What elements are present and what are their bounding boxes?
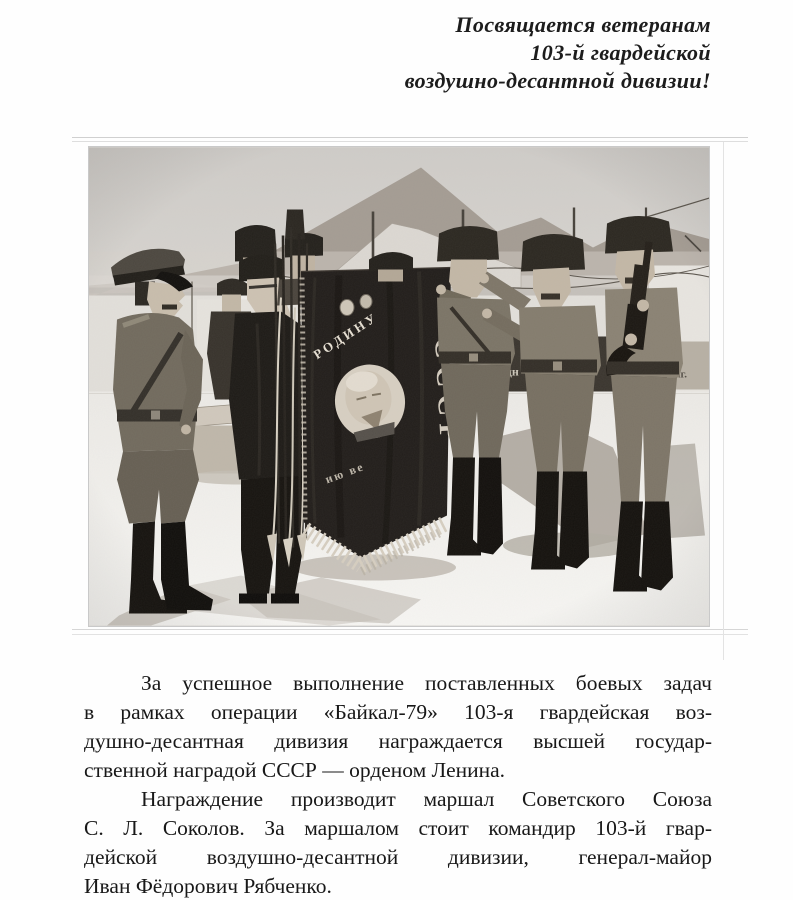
article-text: [84, 669, 712, 900]
scan-rule-bottom-2: [72, 634, 748, 635]
scan-rule-top-1: [72, 137, 748, 138]
paragraph: [84, 785, 712, 900]
vignette: [89, 148, 709, 626]
dedication-line: Посвящается ветеранам: [455, 12, 711, 37]
paragraph-line: душно-десантная дивизия награждается высшей государ-: [84, 729, 712, 753]
photo-canvas: [89, 147, 709, 626]
paragraph: [84, 669, 712, 785]
paragraph-line: Награждение производит маршал Советского Союза: [141, 787, 712, 811]
paragraph-line: дейской воздушно-десантной дивизии, генерал-майор: [84, 845, 712, 869]
scan-rule-top-2: [72, 141, 748, 142]
photograph: [88, 146, 710, 627]
dedication-line: 103-й гвардейской: [530, 40, 711, 65]
scan-rule-right: [723, 142, 724, 660]
paragraph-line: За успешное выполнение поставленных боевых задач: [141, 671, 712, 695]
paragraph-line: в рамках операции «Байкал-79» 103-я гвардейская воз-: [84, 700, 712, 724]
dedication: [291, 11, 711, 95]
scan-rule-bottom-1: [72, 629, 748, 630]
dedication-line: воздушно-десантной дивизии!: [404, 68, 711, 93]
paragraph-line: С. Л. Соколов. За маршалом стоит командир 103-й гвар-: [84, 816, 712, 840]
paragraph-line: Иван Фёдорович Рябченко.: [84, 874, 332, 898]
paragraph-line: ственной наградой СССР — орденом Ленина.: [84, 758, 506, 782]
